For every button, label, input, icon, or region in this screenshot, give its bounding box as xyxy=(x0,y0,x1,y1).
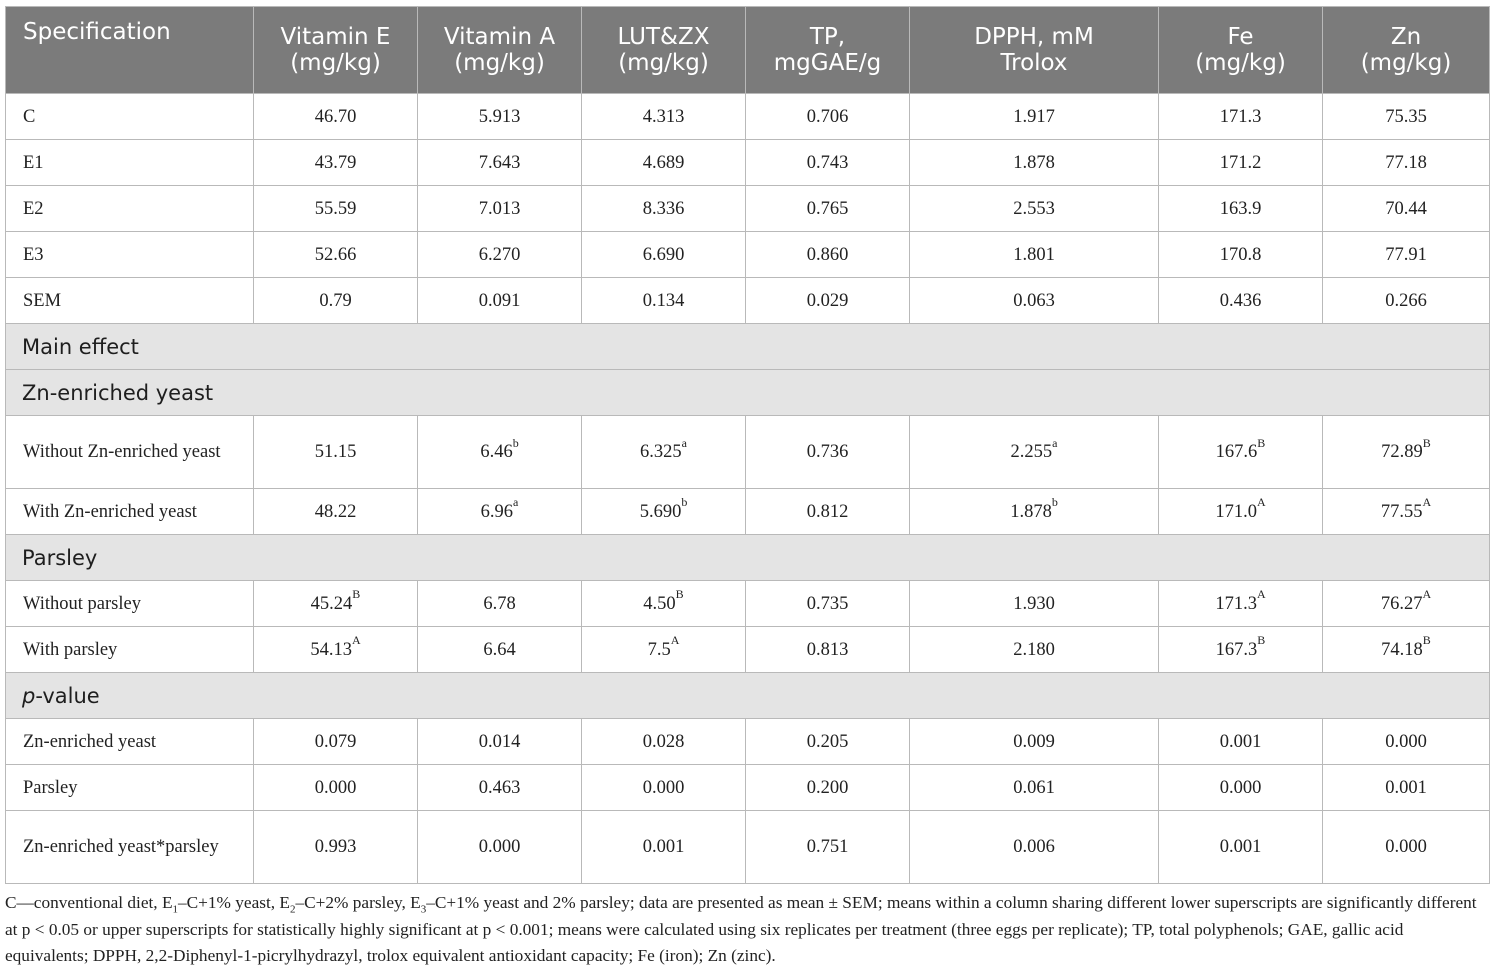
cell-lut-zx xyxy=(582,719,746,765)
significance-superscript: A xyxy=(670,633,680,648)
cell-value: 0.063 xyxy=(1013,290,1055,311)
cell-value: 46.70 xyxy=(314,106,357,127)
column-header-line: Fe xyxy=(1227,24,1254,50)
cell-value: 6.78 xyxy=(483,593,516,614)
row-label: With Zn-enriched yeast xyxy=(6,489,254,535)
cell-value: 0.200 xyxy=(806,777,849,798)
cell-zn xyxy=(1323,811,1490,884)
cell-tp xyxy=(746,627,910,673)
cell-value: 7.643 xyxy=(478,152,521,173)
cell-fe xyxy=(1159,278,1323,324)
cell-value: 170.8 xyxy=(1219,244,1262,265)
cell-value: 45.24 xyxy=(310,593,353,614)
cell-zn xyxy=(1323,232,1490,278)
table-row xyxy=(6,581,1490,627)
cell-value: 51.15 xyxy=(314,442,357,462)
significance-superscript: B xyxy=(1422,435,1431,450)
cell-vitamin-e xyxy=(254,140,418,186)
cell-value: 167.3 xyxy=(1215,639,1258,660)
cell-value: 0.436 xyxy=(1219,290,1262,311)
cell-fe xyxy=(1159,94,1323,140)
column-header-line: Zn xyxy=(1390,24,1422,50)
column-header-tp xyxy=(746,7,910,94)
row-label: Zn-enriched yeast*parsley xyxy=(6,811,254,884)
cell-value: 55.59 xyxy=(314,198,357,219)
cell-value: 171.2 xyxy=(1219,152,1262,173)
cell-fe xyxy=(1159,581,1323,627)
row-label: C xyxy=(6,94,254,140)
cell-value: 4.313 xyxy=(642,106,685,127)
cell-dpph xyxy=(910,489,1159,535)
cell-tp xyxy=(746,94,910,140)
column-header-vitamin-a xyxy=(418,7,582,94)
cell-value: 0.743 xyxy=(806,152,849,173)
cell-lut-zx xyxy=(582,627,746,673)
column-header-specification xyxy=(6,7,254,94)
column-header-line: mgGAE/g xyxy=(773,50,882,76)
cell-value: 0.993 xyxy=(314,837,357,857)
cell-value: 6.270 xyxy=(478,244,521,265)
significance-superscript: B xyxy=(1257,435,1266,450)
column-header-line: (mg/kg) xyxy=(290,50,381,76)
cell-lut-zx xyxy=(582,232,746,278)
cell-vitamin-e xyxy=(254,278,418,324)
cell-vitamin-e xyxy=(254,416,418,489)
cell-vitamin-e xyxy=(254,232,418,278)
table-row xyxy=(6,811,1490,884)
cell-vitamin-a xyxy=(418,278,582,324)
cell-vitamin-a xyxy=(418,416,582,489)
cell-value: 2.553 xyxy=(1013,198,1055,219)
cell-tp xyxy=(746,811,910,884)
cell-zn xyxy=(1323,140,1490,186)
significance-superscript: A xyxy=(1256,587,1266,602)
cell-value: 0.706 xyxy=(806,106,849,127)
cell-value: 70.44 xyxy=(1385,198,1427,219)
cell-value: 171.3 xyxy=(1215,593,1257,614)
cell-value: 0.765 xyxy=(806,198,849,219)
cell-vitamin-a xyxy=(418,232,582,278)
cell-value: 0.001 xyxy=(642,837,685,857)
significance-superscript: a xyxy=(513,495,519,510)
cell-fe xyxy=(1159,765,1323,811)
cell-value: 54.13 xyxy=(310,639,352,660)
cell-value: 1.878 xyxy=(1013,152,1055,173)
significance-superscript: b xyxy=(512,435,519,450)
row-label: With parsley xyxy=(6,627,254,673)
cell-vitamin-a xyxy=(418,811,582,884)
row-label: Zn-enriched yeast xyxy=(6,719,254,765)
cell-value: 7.013 xyxy=(478,198,521,219)
cell-value: 76.27 xyxy=(1380,593,1423,614)
table-row xyxy=(6,232,1490,278)
cell-value: 1.930 xyxy=(1013,593,1055,614)
footnote-subscript: 2 xyxy=(289,903,296,916)
section-heading-italic: p xyxy=(22,683,36,708)
table-row xyxy=(6,416,1490,489)
cell-fe xyxy=(1159,186,1323,232)
cell-value: 0.029 xyxy=(806,290,849,311)
cell-vitamin-e xyxy=(254,765,418,811)
cell-vitamin-a xyxy=(418,94,582,140)
cell-value: 0.000 xyxy=(314,777,357,798)
cell-lut-zx xyxy=(582,140,746,186)
column-header-line: Vitamin E xyxy=(280,24,391,50)
data-table-container xyxy=(5,6,1489,884)
cell-value: 0.079 xyxy=(314,731,357,752)
footnote-subscript: 1 xyxy=(172,903,178,916)
cell-lut-zx xyxy=(582,489,746,535)
cell-value: 77.55 xyxy=(1380,501,1423,522)
cell-value: 1.878 xyxy=(1010,501,1052,522)
section-heading: Main effect xyxy=(6,324,1490,370)
cell-lut-zx xyxy=(582,186,746,232)
cell-value: 6.96 xyxy=(480,501,514,522)
cell-value: 167.6 xyxy=(1215,442,1258,462)
cell-dpph xyxy=(910,416,1159,489)
column-header-zn xyxy=(1323,7,1490,94)
footnote-text: –C+2% parsley, E xyxy=(295,893,421,912)
cell-zn xyxy=(1323,719,1490,765)
cell-value: 0.735 xyxy=(806,593,849,614)
cell-value: 0.000 xyxy=(1385,731,1427,752)
column-header-line: (mg/kg) xyxy=(1195,50,1286,76)
cell-value: 72.89 xyxy=(1381,442,1423,462)
cell-tp xyxy=(746,489,910,535)
cell-zn xyxy=(1323,581,1490,627)
cell-dpph xyxy=(910,186,1159,232)
cell-value: 171.0 xyxy=(1215,501,1257,522)
cell-tp xyxy=(746,186,910,232)
row-label: SEM xyxy=(6,278,254,324)
cell-value: 48.22 xyxy=(314,501,357,522)
row-label: E1 xyxy=(6,140,254,186)
cell-value: 6.325 xyxy=(640,442,682,462)
column-header-fe xyxy=(1159,7,1323,94)
cell-fe xyxy=(1159,719,1323,765)
cell-value: 0.860 xyxy=(806,244,849,265)
cell-fe xyxy=(1159,811,1323,884)
cell-value: 2.180 xyxy=(1013,639,1055,660)
column-header-line: (mg/kg) xyxy=(618,50,709,76)
section-row xyxy=(6,324,1490,370)
cell-vitamin-a xyxy=(418,140,582,186)
cell-lut-zx xyxy=(582,94,746,140)
cell-value: 0.006 xyxy=(1013,837,1055,857)
footnote-text: C—conventional diet, E xyxy=(5,893,173,912)
cell-lut-zx xyxy=(582,278,746,324)
cell-value: 163.9 xyxy=(1219,198,1262,219)
section-heading-text: -value xyxy=(35,683,100,708)
cell-dpph xyxy=(910,765,1159,811)
header-row xyxy=(6,7,1490,94)
table-body xyxy=(6,94,1490,884)
cell-fe xyxy=(1159,232,1323,278)
cell-value: 0.736 xyxy=(806,442,849,462)
table-row xyxy=(6,278,1490,324)
cell-lut-zx xyxy=(582,811,746,884)
row-label: E3 xyxy=(6,232,254,278)
cell-vitamin-e xyxy=(254,811,418,884)
data-table xyxy=(5,6,1490,884)
cell-vitamin-e xyxy=(254,489,418,535)
cell-value: 0.001 xyxy=(1219,837,1262,857)
table-row xyxy=(6,489,1490,535)
cell-tp xyxy=(746,278,910,324)
cell-zn xyxy=(1323,186,1490,232)
cell-value: 0.000 xyxy=(1385,837,1427,857)
cell-value: 0.79 xyxy=(319,290,352,311)
cell-value: 1.917 xyxy=(1013,106,1055,127)
significance-superscript: B xyxy=(1257,633,1266,648)
cell-value: 77.18 xyxy=(1385,152,1427,173)
cell-vitamin-e xyxy=(254,186,418,232)
cell-value: 0.001 xyxy=(1219,731,1262,752)
significance-superscript: a xyxy=(1052,435,1058,450)
cell-value: 0.000 xyxy=(1219,777,1262,798)
cell-fe xyxy=(1159,416,1323,489)
cell-value: 0.028 xyxy=(642,731,685,752)
table-row xyxy=(6,94,1490,140)
cell-tp xyxy=(746,232,910,278)
cell-value: 6.690 xyxy=(642,244,685,265)
significance-superscript: b xyxy=(1051,495,1058,510)
cell-value: 0.266 xyxy=(1385,290,1427,311)
table-row xyxy=(6,765,1490,811)
cell-vitamin-e xyxy=(254,94,418,140)
cell-dpph xyxy=(910,140,1159,186)
cell-value: 1.801 xyxy=(1013,244,1055,265)
column-header-line: Specification xyxy=(23,19,171,45)
section-heading: Parsley xyxy=(6,535,1490,581)
cell-value: 0.813 xyxy=(806,639,849,660)
cell-zn xyxy=(1323,416,1490,489)
section-heading xyxy=(6,673,1490,719)
cell-value: 0.014 xyxy=(478,731,521,752)
cell-value: 5.690 xyxy=(639,501,682,522)
table-header xyxy=(6,7,1490,94)
cell-vitamin-e xyxy=(254,719,418,765)
cell-value: 52.66 xyxy=(314,244,357,265)
cell-value: 0.009 xyxy=(1013,731,1055,752)
row-label: Without Zn-enriched yeast xyxy=(6,416,254,489)
row-label: Without parsley xyxy=(6,581,254,627)
row-label: E2 xyxy=(6,186,254,232)
significance-superscript: B xyxy=(1422,633,1431,648)
cell-value: 0.134 xyxy=(642,290,685,311)
cell-fe xyxy=(1159,627,1323,673)
cell-tp xyxy=(746,719,910,765)
column-header-lut-zx xyxy=(582,7,746,94)
footnote-text: –C+1% yeast, E xyxy=(178,893,290,912)
cell-value: 0.205 xyxy=(806,731,849,752)
cell-vitamin-e xyxy=(254,627,418,673)
cell-dpph xyxy=(910,811,1159,884)
cell-value: 2.255 xyxy=(1010,442,1053,462)
cell-vitamin-a xyxy=(418,765,582,811)
significance-superscript: A xyxy=(1422,587,1432,602)
cell-value: 8.336 xyxy=(642,198,685,219)
column-header-dpph xyxy=(910,7,1159,94)
cell-value: 6.64 xyxy=(483,639,516,660)
cell-lut-zx xyxy=(582,416,746,489)
column-header-line: Vitamin A xyxy=(443,24,556,50)
significance-superscript: A xyxy=(1422,495,1432,510)
section-heading: Zn-enriched yeast xyxy=(6,370,1490,416)
cell-zn xyxy=(1323,278,1490,324)
column-header-line: TP, xyxy=(809,24,846,50)
cell-value: 0.000 xyxy=(642,777,685,798)
cell-value: 5.913 xyxy=(478,106,521,127)
significance-superscript: A xyxy=(1256,495,1266,510)
cell-value: 0.001 xyxy=(1385,777,1427,798)
cell-tp xyxy=(746,416,910,489)
cell-dpph xyxy=(910,719,1159,765)
cell-value: 171.3 xyxy=(1219,106,1262,127)
section-row xyxy=(6,535,1490,581)
cell-tp xyxy=(746,581,910,627)
table-footnote xyxy=(5,890,1489,970)
section-row xyxy=(6,370,1490,416)
column-header-line: LUT&ZX xyxy=(617,24,710,50)
cell-dpph xyxy=(910,232,1159,278)
column-header-line: (mg/kg) xyxy=(1360,50,1452,76)
cell-fe xyxy=(1159,140,1323,186)
row-label: Parsley xyxy=(6,765,254,811)
cell-value: 0.091 xyxy=(478,290,521,311)
cell-tp xyxy=(746,765,910,811)
significance-superscript: B xyxy=(675,587,684,602)
cell-value: 74.18 xyxy=(1381,639,1423,660)
column-header-vitamin-e xyxy=(254,7,418,94)
column-header-line: DPPH, mM xyxy=(974,24,1094,50)
cell-dpph xyxy=(910,94,1159,140)
cell-lut-zx xyxy=(582,765,746,811)
cell-vitamin-a xyxy=(418,489,582,535)
cell-vitamin-e xyxy=(254,581,418,627)
cell-value: 4.50 xyxy=(643,593,676,614)
cell-value: 0.463 xyxy=(478,777,521,798)
significance-superscript: b xyxy=(681,495,688,510)
cell-dpph xyxy=(910,278,1159,324)
cell-value: 4.689 xyxy=(642,152,685,173)
cell-value: 43.79 xyxy=(314,152,357,173)
cell-value: 0.812 xyxy=(806,501,849,522)
table-row xyxy=(6,186,1490,232)
cell-zn xyxy=(1323,489,1490,535)
cell-zn xyxy=(1323,94,1490,140)
cell-value: 0.000 xyxy=(478,837,521,857)
cell-value: 77.91 xyxy=(1385,244,1427,265)
cell-dpph xyxy=(910,581,1159,627)
cell-fe xyxy=(1159,489,1323,535)
cell-value: 7.5 xyxy=(647,639,671,660)
cell-value: 0.061 xyxy=(1013,777,1055,798)
cell-zn xyxy=(1323,765,1490,811)
cell-value: 75.35 xyxy=(1385,106,1427,127)
cell-lut-zx xyxy=(582,581,746,627)
footnote-subscript: 3 xyxy=(420,903,427,916)
table-row xyxy=(6,719,1490,765)
table-row xyxy=(6,627,1490,673)
cell-vitamin-a xyxy=(418,719,582,765)
cell-value: 0.751 xyxy=(806,837,849,857)
cell-value: 6.46 xyxy=(480,442,513,462)
section-row xyxy=(6,673,1490,719)
significance-superscript: a xyxy=(681,435,687,450)
significance-superscript: A xyxy=(351,633,361,648)
cell-vitamin-a xyxy=(418,581,582,627)
footnote-text: –C+1% yeast and 2% parsley; data are presented as mean ± SEM; means within a column sharing different lower superscripts are significantly different at p < 0.05 or upper superscripts for statistically highly significant at p < 0.001; means were calculated using six replicates per treatment (three eggs per replicate); TP, total polyphenols; GAE, gallic acid equivalents; DPPH, 2,2-Diphenyl-1-picrylhydrazyl, trolox equivalent antioxidant capacity; Fe (iron); Zn (zinc). xyxy=(5,893,1477,965)
significance-superscript: B xyxy=(352,587,361,602)
cell-dpph xyxy=(910,627,1159,673)
cell-zn xyxy=(1323,627,1490,673)
table-row xyxy=(6,140,1490,186)
column-header-line: Trolox xyxy=(1000,50,1068,76)
column-header-line: (mg/kg) xyxy=(454,50,545,76)
cell-vitamin-a xyxy=(418,186,582,232)
cell-tp xyxy=(746,140,910,186)
cell-vitamin-a xyxy=(418,627,582,673)
